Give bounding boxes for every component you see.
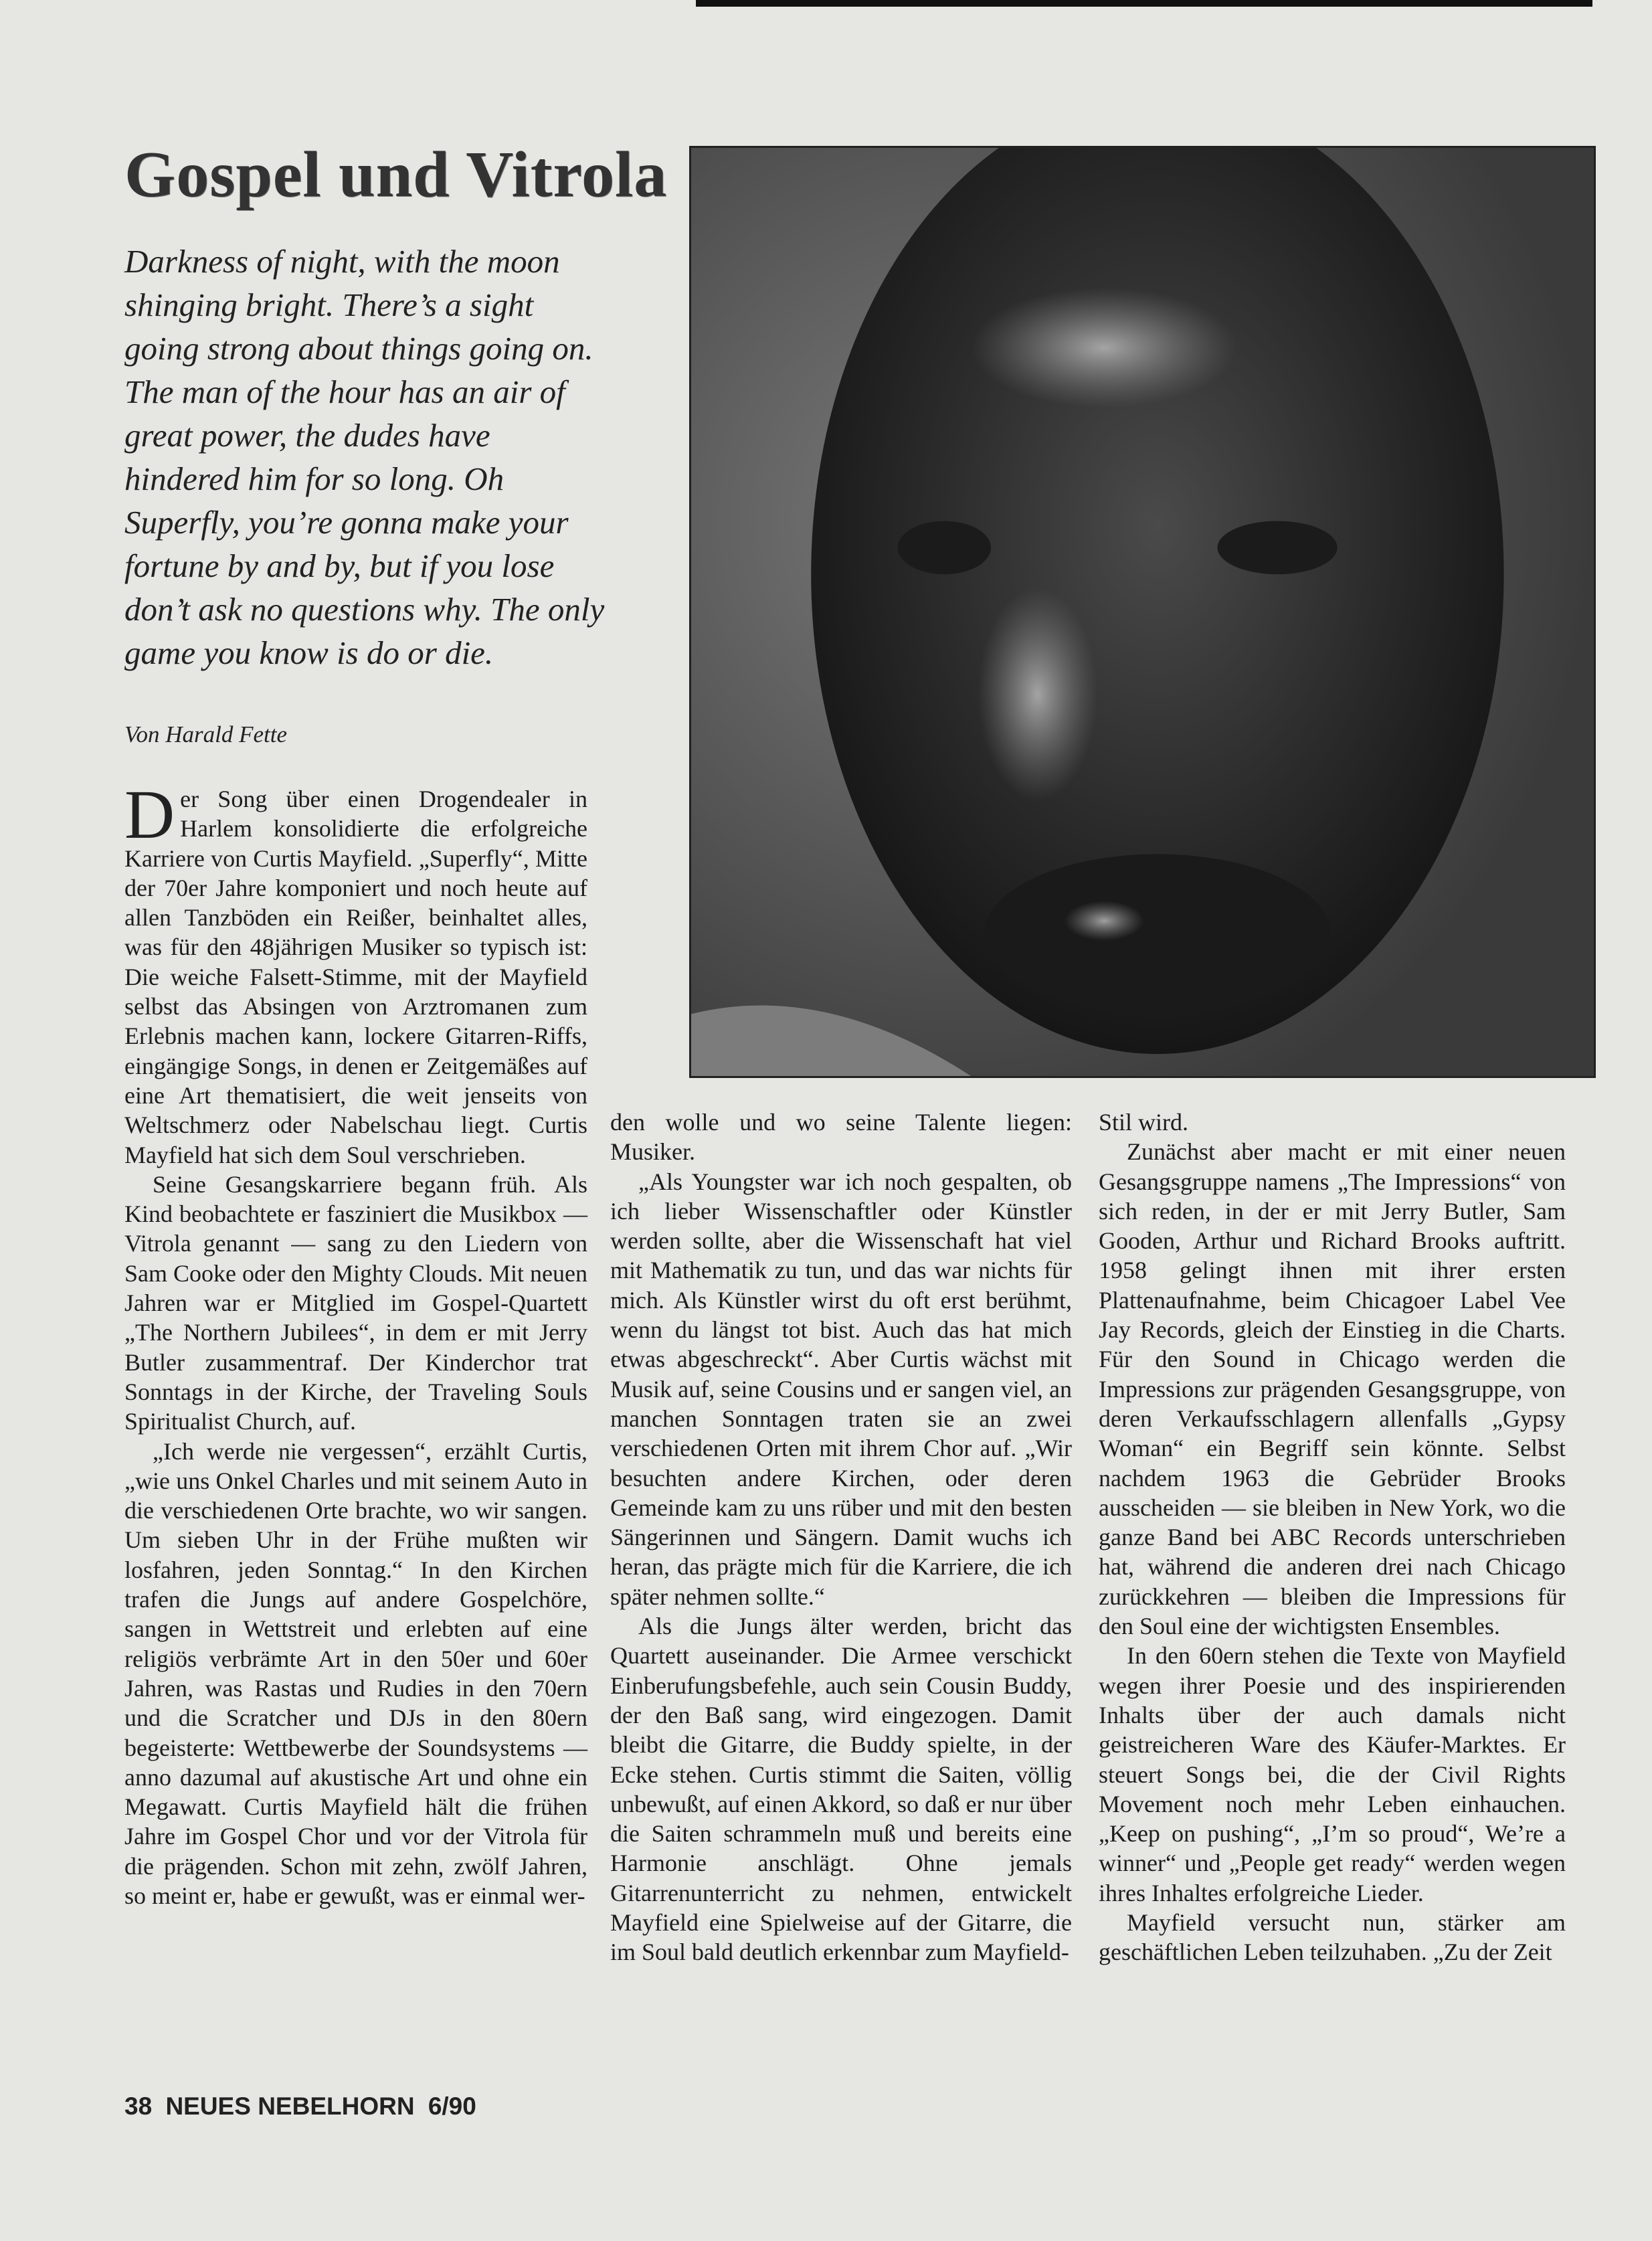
portrait-photo xyxy=(689,146,1596,1078)
paragraph-text: er Song über einen Drogendealer in Harlem konsolidierte die erfolgreiche Karriere von Curtis Mayfield. „Superfly“, Mitte der 70er Jahre komponiert und noch heute auf allen Tanzböden ein Reißer, beinhaltet alles, was für den 48jährigen Musiker so typisch ist: Die weiche Falsett-Stimme, mit der Mayfield selbst das Absingen von Arztromanen zum Erlebnis machen kann, lockere Gitarren-Riffs, eingängige Songs, in denen er Zeitgemäßes auf eine Art thematisiert, die weit jenseits von Weltschmerz oder Nabelschau liegt. Curtis Mayfield hat sich dem Soul verschrieben. xyxy=(124,786,587,1168)
drop-cap: D xyxy=(124,776,175,853)
magazine-name: NEUES NEBELHORN xyxy=(165,2092,415,2120)
text-column-1 xyxy=(124,776,587,1910)
paragraph: „Als Youngster war ich noch gespalten, ob ich lieber Wissenschaftler oder Künstler werden sollte, aber die Wissenschaft hat viel mit Mathematik zu tun, und das war nichts für mich. Als Künstler wirst du oft erst berühmt, wenn du längst tot bist. Auch das hat mich etwas abgeschreckt“. Aber Curtis wächst mit Musik auf, seine Cousins und er sangen viel, an manchen Sonntagen traten sie an zwei verschiedenen Orten mit ihrem Chor auf. „Wir besuchten andere Kirchen, oder deren Gemeinde kam zu uns rüber und mit den besten Sängerinnen und Sängern. Damit wuchs ich heran, das prägte mich für die Karriere, die ich später nehmen sollte.“ xyxy=(610,1168,1072,1610)
paragraph: In den 60ern stehen die Texte von Mayfield wegen ihrer Poesie und des inspirierenden Inhalts über der auch damals nicht geistreicheren Ware des Käufer-Marktes. Er steuert Songs bei, die der Civil Rights Movement noch mehr Leben einhauchen. „Keep on pushing“, „I’m so proud“, We’re a winner“ und „People get ready“ werden wegen ihres Inhaltes erfolgreiche Lieder. xyxy=(1099,1642,1566,1906)
paragraph: Mayfield versucht nun, stärker am geschäftlichen Leben teilzuhaben. „Zu der Zeit xyxy=(1099,1909,1566,1966)
paragraph: Als die Jungs älter werden, bricht das Quartett auseinander. Die Armee verschickt Einberufungsbefehle, auch sein Cousin Buddy, der den Baß sang, wird eingezogen. Damit bleibt die Gitarre, die Buddy spielte, in der Ecke stehen. Curtis stimmt die Saiten, völlig unbewußt, auf einen Akkord, so daß er nur über die Saiten schrammeln muß und bereits eine Harmonie anschlägt. Ohne jemals Gitarrenunterricht zu nehmen, entwickelt Mayfield eine Spielweise auf der Gitarre, die im Soul bald deutlich erkennbar zum Mayfield- xyxy=(610,1613,1072,1966)
paragraph: Stil wird. xyxy=(1099,1109,1189,1136)
paragraph: Zunächst aber macht er mit einer neuen Gesangsgruppe namens „The Impressions“ von sich reden, in der er mit Jerry Butler, Sam Gooden, Arthur und Richard Brooks auftritt. 1958 gelingt ihnen mit ihrer ersten Plattenaufnahme, beim Chicagoer Label Vee Jay Records, gleich der Einstieg in die Charts. Für den Sound in Chicago werden die Impressions zur prägenden Gesangsgruppe, von deren Verkaufsschlagern allenfalls „Gypsy Woman“ ein Begriff sein könnte. Selbst nachdem 1963 die Gebrüder Brooks ausscheiden — sie bleiben in New York, wo die ganze Band bei ABC Records unterschrieben hat, während die anderen drei nach Chicago zurückkehren — bleiben die Impressions für den Soul eine der wichtigsten Ensembles. xyxy=(1099,1138,1566,1640)
byline: Von Harald Fette xyxy=(124,721,288,747)
article-title: Gospel und Vitrola xyxy=(124,139,668,211)
paragraph: den wolle und wo seine Talente liegen: Musiker. xyxy=(610,1109,1072,1166)
portrait-photo-icon xyxy=(691,148,1594,1076)
top-rule xyxy=(696,0,1592,7)
paragraph: Seine Gesangskarriere begann früh. Als Kind beobachtete er fasziniert die Musikbox — Vitrola genannt — sang zu den Liedern von Sam Cooke oder den Mighty Clouds. Mit neuen Jahren war er Mitglied im Gospel-Quartett „The Northern Jubilees“, in dem er mit Jerry Butler zusammentraf. Der Kinderchor trat Sonntags in der Kirche, der Traveling Souls Spiritualist Church, auf. xyxy=(124,1170,587,1435)
paragraph: „Ich werde nie vergessen“, erzählt Curtis, „wie uns Onkel Charles und mit seinem Auto in die verschiedenen Orte brachte, wo wir sangen. Um sieben Uhr in der Frühe mußten wir losfahren, jeden Sonntag.“ In den Kirchen trafen die Jungs auf andere Gospelchöre, sangen in Wettstreit und erlebten auf eine religiös verbrämte Art in den 50er und 60er Jahren, was Rastas und Rudies in den 70ern und die Scratcher und DJs in den 80ern begeisterte: Wettbewerbe der Soundsystems — anno dazumal auf akustische Art und ohne ein Megawatt. Curtis Mayfield hält die frühen Jahre im Gospel Chor und vor der Vitrola für die prägenden. Schon mit zehn, zwölf Jahren, so meint er, habe er gewußt, was er einmal wer- xyxy=(124,1437,587,1909)
text-column-3 xyxy=(1099,1107,1566,1967)
lede-quote: Darkness of night, with the moon shinging bright. There’s a sight going strong about things going on. The man of the hour has an air of great power, the dudes have hindered him for so long. Oh Superfly, you’re gonna make your fortune by and by, but if you lose don’t ask no questions why. The only game you know is do or die. xyxy=(124,243,605,671)
text-column-2 xyxy=(610,1107,1072,1967)
issue-number: 6/90 xyxy=(428,2092,476,2120)
paragraph xyxy=(124,776,587,1170)
page-number: 38 xyxy=(124,2092,153,2120)
page-footer xyxy=(124,2092,483,2121)
